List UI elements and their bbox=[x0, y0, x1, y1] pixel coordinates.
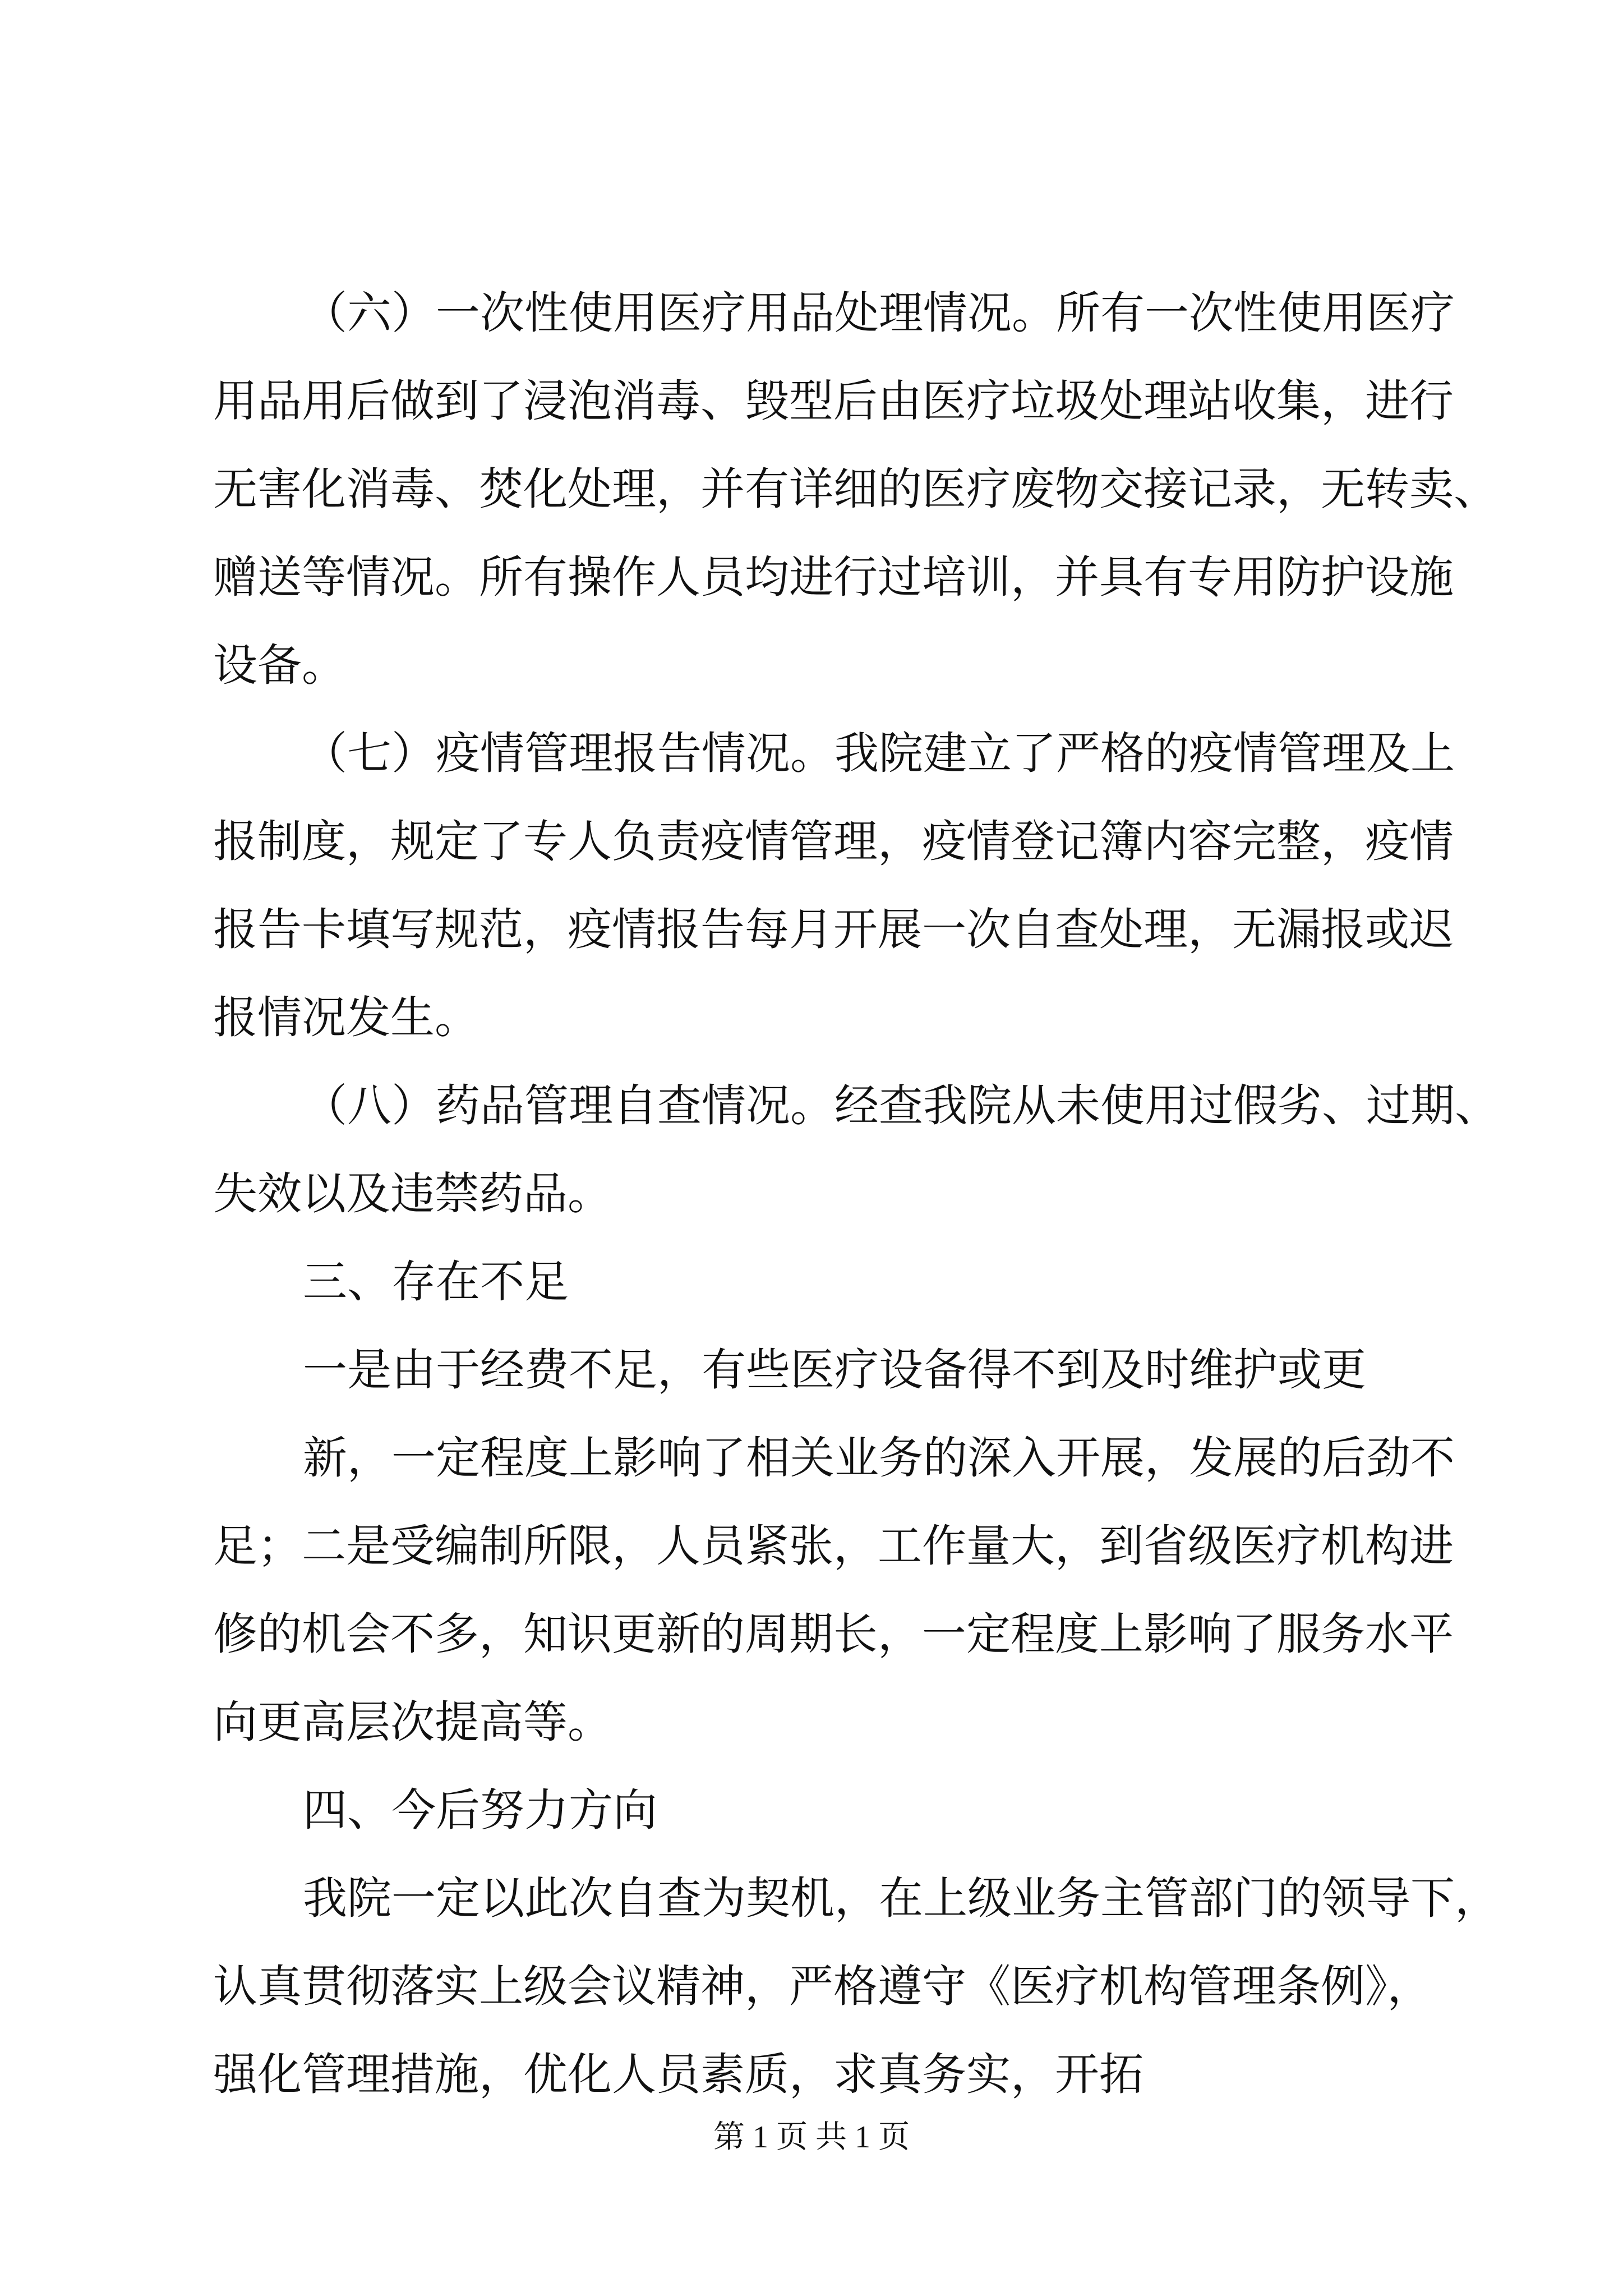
text-line: 用品用后做到了浸泡消毒、毁型后由医疗垃圾处理站收集，进行 bbox=[213, 375, 1454, 427]
text-line: 失效以及违禁药品。 bbox=[213, 1168, 612, 1220]
text-line: （六）一次性使用医疗用品处理情况。所有一次性使用医疗 bbox=[303, 287, 1455, 339]
text-line: 报制度，规定了专人负责疫情管理，疫情登记簿内容完整，疫情 bbox=[213, 816, 1454, 867]
text-line: （八）药品管理自查情况。经查我院从未使用过假劣、过期、 bbox=[303, 1080, 1499, 1131]
text-line: 报告卡填写规范，疫情报告每月开展一次自查处理，无漏报或迟 bbox=[213, 904, 1454, 955]
page-footer: 第 1 页 共 1 页 bbox=[713, 2120, 910, 2155]
text-line: 设备。 bbox=[213, 639, 346, 691]
text-line: （七）疫情管理报告情况。我院建立了严格的疫情管理及上 bbox=[303, 728, 1455, 779]
text-line: 报情况发生。 bbox=[213, 992, 479, 1043]
text-line: 认真贯彻落实上级会议精神，严格遵守《医疗机构管理条例》， bbox=[213, 1961, 1432, 2012]
text-line: 强化管理措施，优化人员素质，求真务实，开拓 bbox=[213, 2049, 1144, 2100]
text-line: 赠送等情况。所有操作人员均进行过培训，并具有专用防护设施 bbox=[213, 551, 1454, 603]
text-line: 四、今后努力方向 bbox=[303, 1784, 657, 1836]
text-line: 一是由于经费不足，有些医疗设备得不到及时维护或更 bbox=[303, 1344, 1366, 1396]
text-line: 无害化消毒、焚化处理，并有详细的医疗废物交接记录，无转卖、 bbox=[213, 463, 1498, 515]
document-body bbox=[213, 269, 1499, 2119]
text-line: 向更高层次提高等。 bbox=[213, 1696, 612, 1748]
text-line: 足；二是受编制所限，人员紧张，工作量大，到省级医疗机构进 bbox=[213, 1520, 1454, 1572]
text-line: 修的机会不多，知识更新的周期长，一定程度上影响了服务水平 bbox=[213, 1608, 1454, 1660]
text-line: 三、存在不足 bbox=[303, 1256, 569, 1308]
text-line: 新，一定程度上影响了相关业务的深入开展，发展的后劲不 bbox=[303, 1432, 1455, 1484]
text-line: 我院一定以此次自查为契机，在上级业务主管部门的领导下， bbox=[303, 1872, 1499, 1924]
